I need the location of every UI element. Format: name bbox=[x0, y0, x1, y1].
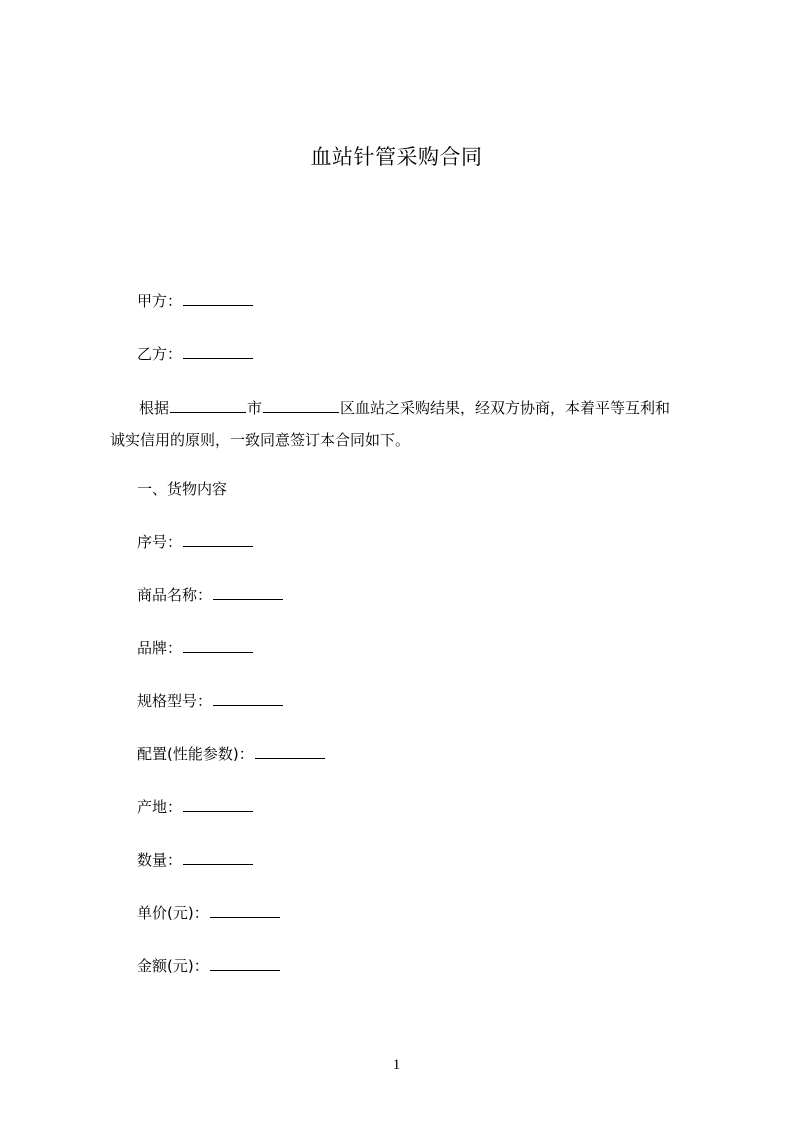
field-blank bbox=[183, 532, 253, 547]
page-number: 1 bbox=[392, 1057, 401, 1073]
district-blank bbox=[263, 398, 339, 413]
intro-paragraph bbox=[110, 398, 710, 462]
field-unit-price bbox=[137, 903, 281, 923]
city-blank bbox=[170, 398, 246, 413]
section-1-heading: 一、货物内容 bbox=[137, 480, 228, 498]
field-label: 配置(性能参数)： bbox=[137, 745, 254, 763]
intro-line-2: 诚实信用的原则，一致同意签订本合同如下。 bbox=[110, 431, 411, 449]
party-b-label: 乙方： bbox=[137, 345, 183, 363]
party-b-line bbox=[137, 344, 254, 364]
document-title: 血站针管采购合同 bbox=[310, 145, 483, 169]
field-blank bbox=[213, 585, 283, 600]
party-a-line bbox=[137, 291, 254, 311]
field-origin bbox=[137, 797, 254, 817]
intro-seg-2: 市 bbox=[247, 399, 263, 417]
field-configuration bbox=[137, 744, 326, 764]
field-product-name bbox=[137, 585, 284, 605]
field-label: 金额(元)： bbox=[137, 957, 209, 975]
field-serial-number bbox=[137, 532, 254, 552]
party-b-blank bbox=[183, 344, 253, 359]
field-label: 产地： bbox=[137, 798, 183, 816]
field-amount bbox=[137, 956, 281, 976]
party-a-label: 甲方： bbox=[137, 292, 183, 310]
field-model bbox=[137, 691, 284, 711]
party-a-blank bbox=[183, 291, 253, 306]
intro-seg-3: 区血站之采购结果，经双方协商，本着平等互利和 bbox=[340, 399, 671, 417]
field-label: 序号： bbox=[137, 533, 183, 551]
field-quantity bbox=[137, 850, 254, 870]
field-label: 商品名称： bbox=[137, 586, 213, 604]
intro-line-1 bbox=[110, 398, 710, 430]
field-blank bbox=[183, 797, 253, 812]
field-label: 规格型号： bbox=[137, 692, 213, 710]
field-label: 数量： bbox=[137, 851, 183, 869]
field-label: 单价(元)： bbox=[137, 904, 209, 922]
field-blank bbox=[255, 744, 325, 759]
field-blank bbox=[210, 903, 280, 918]
field-blank bbox=[183, 850, 253, 865]
field-blank bbox=[213, 691, 283, 706]
field-brand bbox=[137, 638, 254, 658]
intro-seg-1: 根据 bbox=[139, 399, 170, 417]
field-blank bbox=[183, 638, 253, 653]
field-label: 品牌： bbox=[137, 639, 183, 657]
field-blank bbox=[210, 956, 280, 971]
